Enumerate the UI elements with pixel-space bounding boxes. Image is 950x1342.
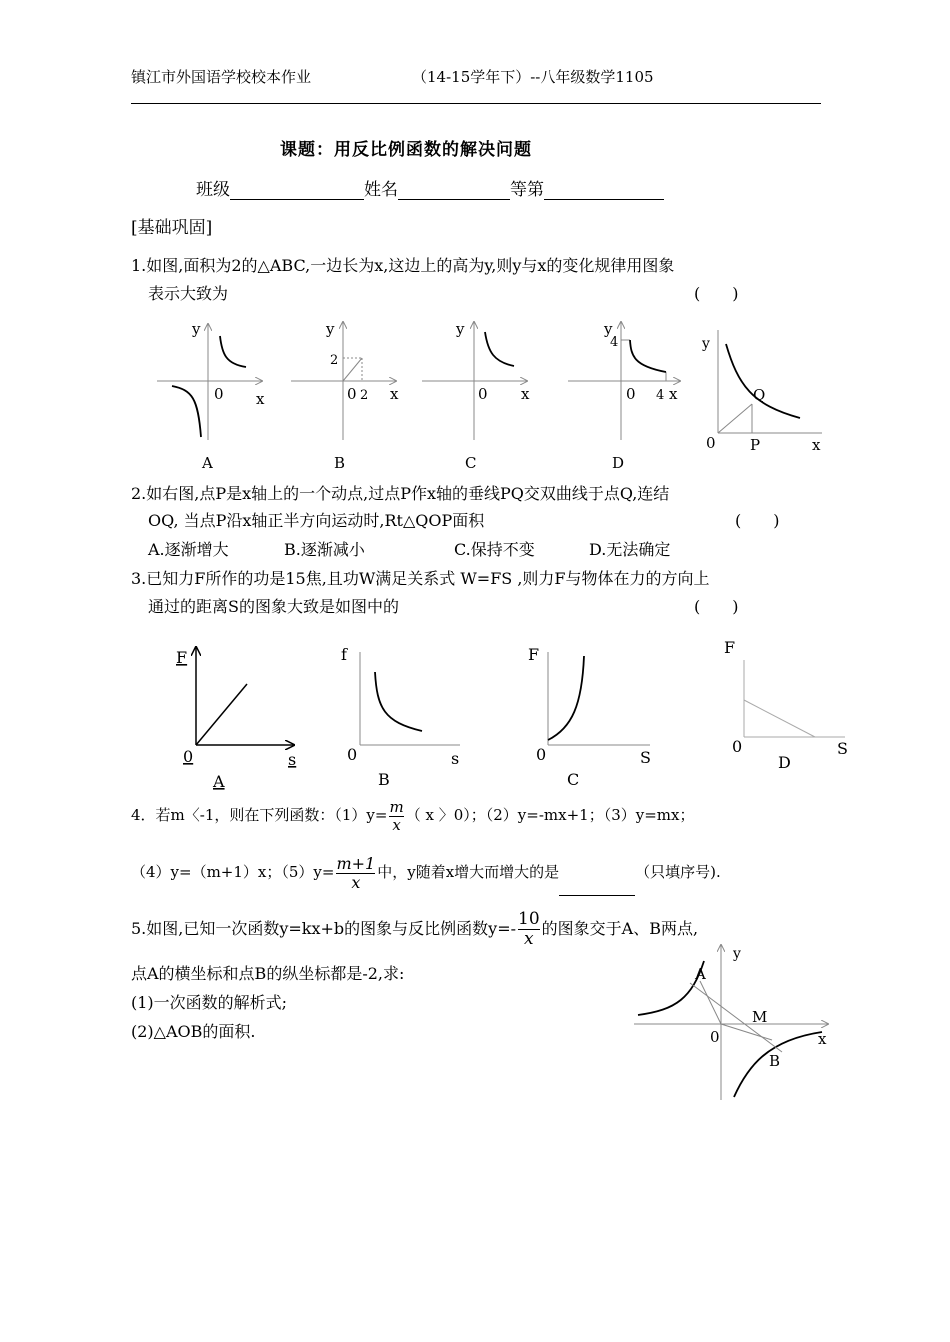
q1b-x-label: x	[390, 385, 399, 403]
header-term: （14-15学年下）--八年级数学1105	[412, 68, 654, 86]
q3b-x-label: s	[451, 749, 460, 768]
q2-x-label: x	[812, 436, 821, 454]
q3a-origin: 0	[183, 747, 194, 766]
q5-m-label: M	[752, 1008, 768, 1026]
q3-line1: 3.已知力F所作的功是15焦,且功W满足关系式 W=FS ,则力F与物体在力的方向上	[131, 569, 710, 588]
q5-origin: 0	[710, 1028, 720, 1046]
q4-frac1-den: x	[389, 816, 403, 834]
q2-option-d: D.无法确定	[589, 540, 671, 559]
q4-frac2-den: x	[336, 873, 375, 892]
q1d-caption: D	[612, 454, 625, 472]
q3b-curve	[375, 672, 422, 731]
q3-paren: ( )	[694, 597, 739, 616]
q2-origin: 0	[706, 434, 716, 452]
q5-y-label: y	[733, 946, 741, 962]
q1d-y-label: y	[604, 320, 613, 338]
class-label: 班级	[196, 180, 230, 200]
q2-p-label: P	[750, 436, 761, 454]
q3-graph-d	[724, 638, 848, 772]
q3a-caption: A	[213, 772, 225, 791]
name-label: 姓名	[364, 180, 398, 200]
q1d-curve	[630, 340, 666, 372]
q1-paren: ( )	[694, 284, 739, 303]
q5-frac-den: x	[518, 929, 540, 949]
q1-line2: 表示大致为	[148, 284, 229, 303]
q1-graph-d	[568, 320, 680, 472]
q3d-caption: D	[778, 753, 791, 772]
q3c-curve	[548, 656, 584, 740]
q2-segment-oq	[718, 404, 752, 433]
q5-line-ab	[690, 983, 782, 1052]
q2-option-a: A.逐渐增大	[148, 540, 229, 559]
q5-line1	[131, 904, 698, 954]
q5-sub2: (2)△AOB的面积.	[131, 1022, 256, 1041]
q1d-four-x: 4	[656, 388, 665, 403]
q4-part1: 4．若m〈-1，则在下列函数：（1）y=	[131, 806, 388, 824]
section-heading: [基础巩固]	[131, 218, 213, 238]
q3b-y-label: f	[341, 645, 347, 664]
q3-line2: 通过的距离S的图象大致是如图中的	[148, 597, 399, 616]
q2-line1: 2.如右图,点P是x轴上的一个动点,过点P作x轴的垂线PQ交双曲线于点Q,连结	[131, 484, 670, 503]
q3-graph-a	[176, 647, 296, 791]
q2-option-c: C.保持不变	[454, 540, 535, 559]
q5-b-label: B	[769, 1052, 781, 1070]
q4-frac2-num: m+1	[336, 853, 376, 873]
q1b-caption: B	[334, 454, 346, 472]
q1d-x-label: x	[669, 385, 678, 403]
q5-fraction	[518, 910, 540, 948]
q1c-x-label: x	[521, 385, 530, 403]
q3-graph-c	[528, 645, 651, 789]
q1c-caption: C	[465, 454, 477, 472]
q4-answer-blank[interactable]	[559, 879, 635, 896]
q1a-curve1	[220, 336, 246, 367]
q5-part1: 5.如图,已知一次函数y=kx+b的图象与反比例函数y=-	[131, 919, 517, 938]
q2-paren: ( )	[735, 511, 780, 530]
q1-line1: 1.如图,面积为2的△ABC,一边长为x,这边上的高为y,则y与x的变化规律用图象	[131, 256, 675, 275]
q1b-two-y: 2	[330, 353, 339, 368]
header-school: 镇江市外国语学校校本作业	[131, 68, 312, 86]
q3c-origin: 0	[536, 745, 547, 764]
q3d-origin: 0	[732, 737, 743, 756]
q1-graph-a	[157, 320, 265, 472]
q5-a-label: A	[695, 965, 706, 983]
q4-part5: （只填序号).	[635, 863, 721, 881]
q3-graph-b	[341, 645, 460, 789]
q3b-origin: 0	[347, 745, 358, 764]
q5-frac-num: 10	[518, 909, 540, 930]
q3c-x-label: S	[640, 748, 651, 767]
q5-segment-ob	[721, 1024, 772, 1040]
q2-q-label: Q	[753, 386, 766, 404]
q5-line2: 点A的横坐标和点B的纵坐标都是-2,求:	[131, 964, 405, 983]
q3c-y-label: F	[528, 645, 540, 664]
q1-graph-c	[422, 320, 530, 472]
q1a-origin: 0	[214, 385, 224, 403]
q4-frac1-num: m	[389, 798, 404, 816]
q3d-line	[744, 700, 815, 737]
q3d-x-label: S	[837, 739, 848, 758]
q4-part2: （ x 〉0）；（2）y=-mx+1；（3）y=mx；	[405, 806, 695, 824]
q1d-four-y: 4	[610, 335, 619, 350]
q2-hyperbola	[726, 344, 800, 418]
q1b-line	[343, 358, 362, 381]
q2-figure	[701, 330, 822, 454]
q4-line2	[131, 848, 721, 896]
q1a-y-label: y	[192, 320, 201, 338]
page-title: 课题：用反比例函数的解决问题	[280, 140, 532, 160]
q1c-y-label: y	[456, 320, 465, 338]
q3c-caption: C	[567, 770, 580, 789]
q1b-two-x: 2	[360, 388, 369, 403]
q5-figure	[634, 945, 828, 1100]
q3b-caption: B	[378, 770, 390, 789]
q5-x-label: x	[818, 1030, 827, 1048]
q1-graph-b	[291, 320, 399, 472]
q3d-y-label: F	[724, 638, 736, 657]
q1a-curve2	[172, 386, 201, 437]
q2-line2: OQ, 当点P沿x轴正半方向运动时,Rt△QOP面积	[148, 511, 485, 530]
q1c-origin: 0	[478, 385, 488, 403]
q2-option-b: B.逐渐减小	[284, 540, 365, 559]
q1d-origin: 0	[626, 385, 636, 403]
grade-label: 等第	[510, 180, 544, 200]
q1c-curve	[485, 332, 514, 366]
q3a-line	[196, 684, 247, 745]
q4-line1	[131, 792, 694, 838]
q1b-y-label: y	[326, 320, 335, 338]
q1b-origin: 0	[347, 385, 357, 403]
q5-sub1: (1)一次函数的解析式;	[131, 993, 288, 1012]
q3a-y-label: F	[176, 648, 188, 667]
q3a-x-label: s	[288, 750, 297, 769]
q4-part4: 中，y随着x增大而增大的是	[377, 863, 560, 881]
q2-y-label: y	[702, 336, 710, 352]
q5-segment-oa	[700, 981, 721, 1024]
q5-part2: 的图象交于A、B两点,	[541, 919, 699, 938]
q1a-caption: A	[202, 454, 213, 472]
q4-part3: （4）y=（m+1）x；（5）y=	[131, 863, 335, 881]
q4-fraction-1	[389, 799, 403, 833]
q1a-x-label: x	[256, 390, 265, 408]
q4-fraction-2	[336, 855, 375, 891]
